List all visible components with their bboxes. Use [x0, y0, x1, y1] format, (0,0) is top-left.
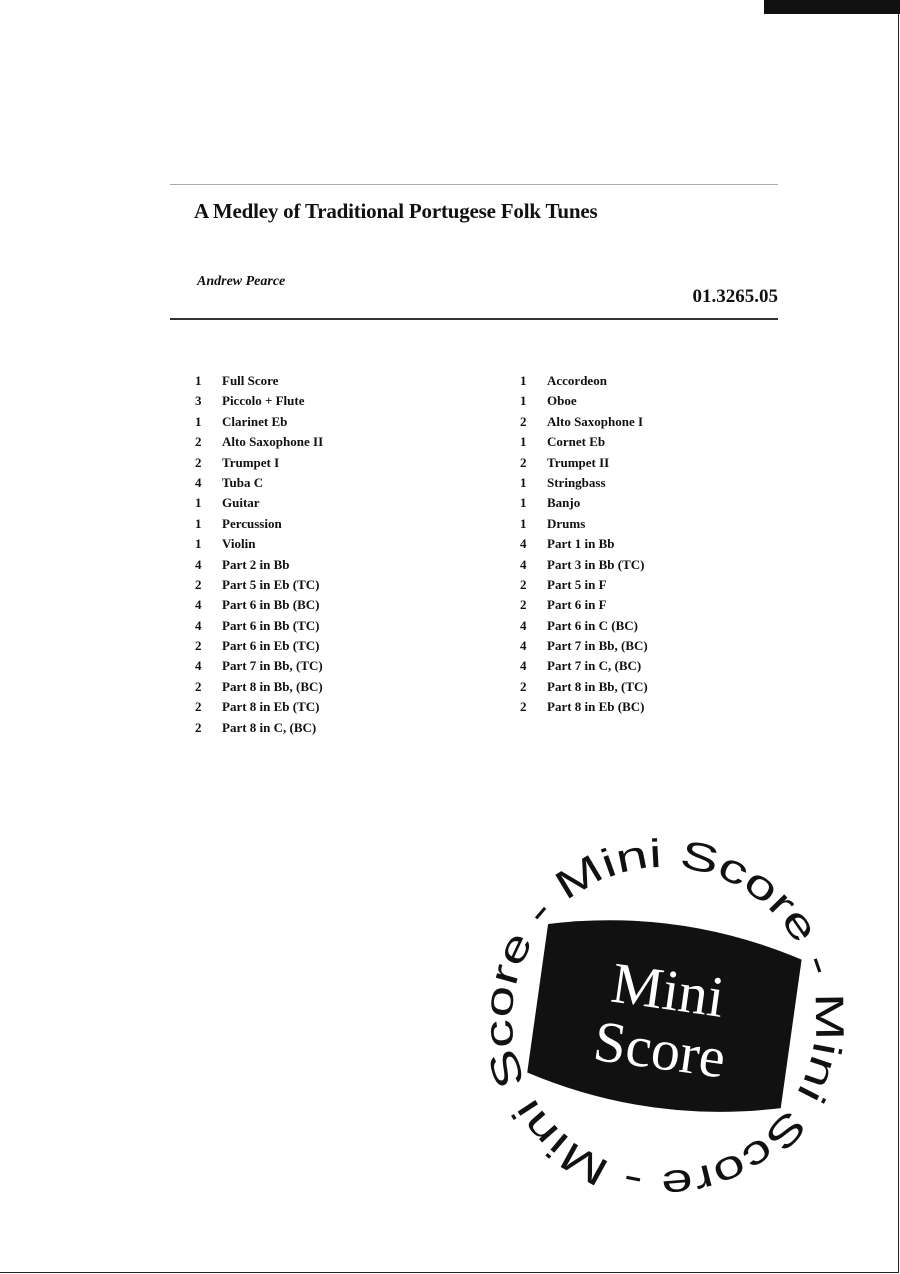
- part-name: Part 8 in C, (BC): [222, 719, 317, 735]
- part-row: [520, 656, 648, 676]
- part-name: Part 7 in C, (BC): [547, 658, 642, 674]
- part-name: Part 3 in Bb (TC): [547, 556, 645, 572]
- part-name: Violin: [222, 536, 256, 552]
- part-row: [195, 453, 323, 473]
- part-quantity: 1: [520, 515, 527, 531]
- part-row: [195, 656, 323, 676]
- part-row: [195, 391, 323, 411]
- part-name: Trumpet II: [547, 454, 610, 470]
- part-quantity: 2: [520, 454, 527, 470]
- part-row: [520, 432, 648, 452]
- part-row: [195, 412, 323, 432]
- part-name: Trumpet I: [222, 454, 280, 470]
- part-row: [195, 555, 323, 575]
- part-row: [195, 595, 323, 615]
- part-row: [195, 534, 323, 554]
- part-row: [520, 391, 648, 411]
- part-name: Part 5 in F: [547, 576, 607, 592]
- part-quantity: 2: [195, 678, 202, 694]
- part-row: [195, 697, 323, 717]
- stamp-center-line-2: Score: [589, 1007, 730, 1091]
- part-quantity: 1: [520, 434, 527, 450]
- part-row: [520, 555, 648, 575]
- part-quantity: 1: [520, 373, 527, 388]
- part-name: Oboe: [547, 393, 577, 409]
- part-quantity: 2: [195, 576, 202, 592]
- part-quantity: 2: [195, 454, 202, 470]
- part-quantity: 4: [195, 658, 202, 674]
- part-quantity: 2: [520, 576, 527, 592]
- part-quantity: 1: [520, 474, 527, 490]
- part-row: [520, 514, 648, 534]
- parts-list-left: [195, 371, 323, 738]
- part-quantity: 2: [520, 699, 527, 715]
- part-name: Banjo: [547, 495, 581, 511]
- part-quantity: 2: [195, 719, 202, 735]
- part-name: Cornet Eb: [547, 434, 606, 450]
- part-quantity: 1: [520, 393, 527, 409]
- header-top-rule: [170, 184, 778, 185]
- part-name: Accordeon: [547, 373, 607, 388]
- part-row: [195, 371, 323, 391]
- part-name: Clarinet Eb: [222, 413, 288, 429]
- part-row: [195, 514, 323, 534]
- parts-list-right: [520, 371, 648, 718]
- part-name: Part 8 in Bb, (BC): [222, 678, 323, 694]
- part-quantity: 4: [520, 638, 527, 654]
- part-quantity: 4: [520, 658, 527, 674]
- part-name: Part 8 in Eb (TC): [222, 699, 320, 715]
- part-row: [520, 493, 648, 513]
- part-quantity: 1: [195, 495, 202, 511]
- part-quantity: 1: [195, 515, 202, 531]
- part-name: Alto Saxophone II: [222, 434, 324, 450]
- part-row: [520, 473, 648, 493]
- part-name: Part 5 in Eb (TC): [222, 576, 320, 592]
- part-row: [520, 534, 648, 554]
- part-name: Guitar: [222, 495, 260, 511]
- corner-tab: [764, 0, 900, 14]
- part-quantity: 3: [195, 393, 202, 409]
- part-name: Part 6 in C (BC): [547, 617, 638, 633]
- part-row: [520, 595, 648, 615]
- part-name: Part 2 in Bb: [222, 556, 290, 572]
- part-row: [520, 371, 648, 391]
- part-name: Tuba C: [222, 474, 264, 490]
- part-quantity: 4: [520, 617, 527, 633]
- part-row: [195, 616, 323, 636]
- part-quantity: 4: [520, 536, 527, 552]
- part-quantity: 2: [195, 699, 202, 715]
- part-quantity: 4: [195, 597, 202, 613]
- part-quantity: 1: [195, 413, 202, 429]
- part-name: Percussion: [222, 515, 282, 531]
- header-bottom-rule: [170, 318, 778, 320]
- part-quantity: 4: [195, 617, 202, 633]
- part-quantity: 4: [195, 556, 202, 572]
- part-quantity: 2: [195, 434, 202, 450]
- part-quantity: 2: [520, 413, 527, 429]
- part-quantity: 1: [520, 495, 527, 511]
- part-name: Part 7 in Bb, (BC): [547, 638, 648, 654]
- part-row: [195, 677, 323, 697]
- part-name: Piccolo + Flute: [222, 393, 305, 409]
- part-quantity: 2: [520, 678, 527, 694]
- part-quantity: 2: [195, 638, 202, 654]
- part-name: Full Score: [222, 373, 279, 388]
- part-row: [520, 453, 648, 473]
- part-row: [520, 616, 648, 636]
- catalog-number: 01.3265.05: [692, 286, 778, 307]
- mini-score-stamp-svg: [474, 829, 854, 1209]
- part-quantity: 4: [520, 556, 527, 572]
- part-row: [195, 636, 323, 656]
- part-row: [520, 636, 648, 656]
- part-row: [520, 697, 648, 717]
- part-row: [520, 412, 648, 432]
- part-name: Part 8 in Eb (BC): [547, 699, 645, 715]
- page-title: A Medley of Traditional Portugese Folk Tunes: [194, 199, 598, 223]
- stamp-center-line-1: Mini: [607, 949, 729, 1030]
- part-quantity: 2: [520, 597, 527, 613]
- part-name: Part 6 in Bb (BC): [222, 597, 320, 613]
- part-row: [520, 575, 648, 595]
- mini-score-stamp: [474, 829, 854, 1209]
- part-name: Alto Saxophone I: [547, 413, 644, 429]
- composer-name: Andrew Pearce: [197, 274, 286, 289]
- part-name: Part 6 in Eb (TC): [222, 638, 320, 654]
- part-name: Part 1 in Bb: [547, 536, 615, 552]
- part-name: Stringbass: [547, 474, 606, 490]
- part-name: Part 7 in Bb, (TC): [222, 658, 323, 674]
- part-quantity: 1: [195, 536, 202, 552]
- stamp-ring-textpath: Mini Score - Mini Score - Mini Score -: [476, 831, 852, 1207]
- part-quantity: 4: [195, 474, 202, 490]
- part-name: Part 8 in Bb, (TC): [547, 678, 648, 694]
- part-row: [195, 493, 323, 513]
- part-row: [195, 473, 323, 493]
- part-name: Drums: [547, 515, 586, 531]
- part-quantity: 1: [195, 373, 202, 388]
- part-row: [520, 677, 648, 697]
- part-row: [195, 718, 323, 738]
- part-name: Part 6 in F: [547, 597, 607, 613]
- stamp-center-band: [525, 907, 804, 1125]
- part-row: [195, 432, 323, 452]
- part-row: [195, 575, 323, 595]
- part-name: Part 6 in Bb (TC): [222, 617, 320, 633]
